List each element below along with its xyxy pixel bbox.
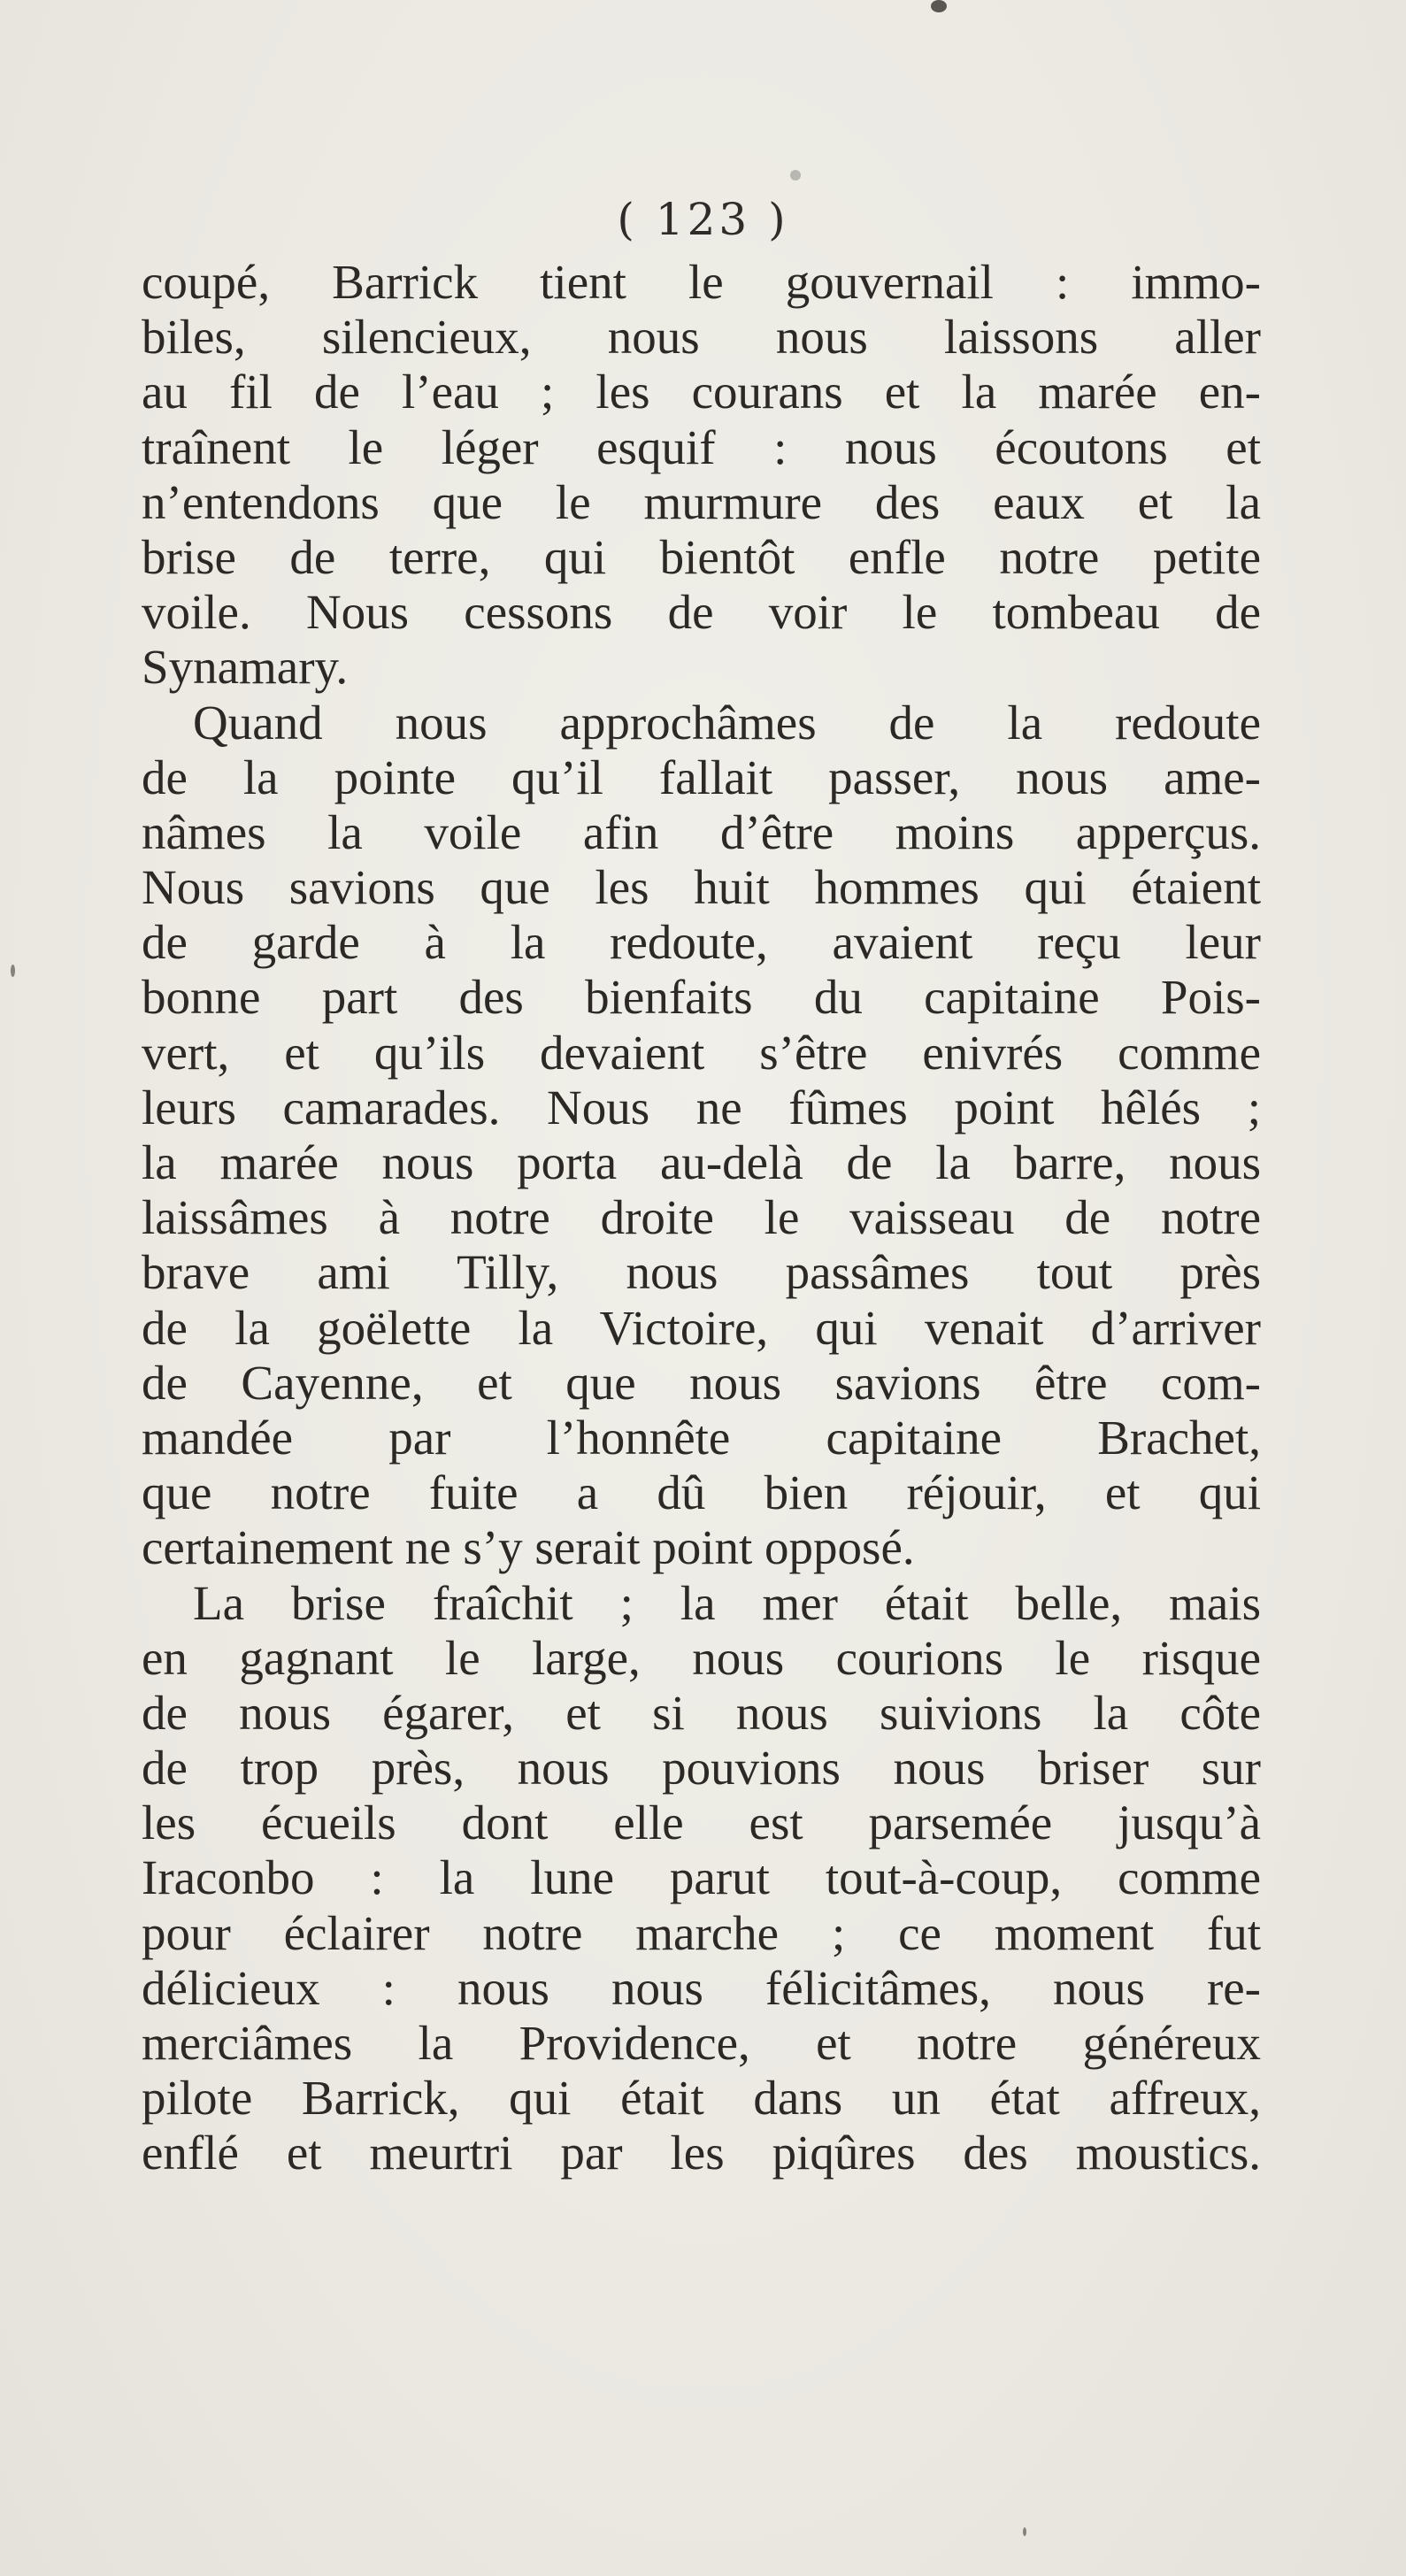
text-line: de la goëlette la Victoire, qui venait d’arriver [142,1300,1261,1355]
ink-speck [1023,2527,1026,2536]
text-line: Quand nous approchâmes de la redoute [193,695,1261,750]
text-line: pour éclairer notre marche ; ce moment fut [142,1905,1261,1960]
text-line: voile. Nous cessons de voir le tombeau de [142,585,1261,640]
page-number: ( 123 ) [617,194,789,245]
text-line: leurs camarades. Nous ne fûmes point hêlés ; [142,1080,1261,1134]
text-line: les écueils dont elle est parsemée jusqu’à [142,1796,1261,1850]
text-line: bonne part des bienfaits du capitaine Pois- [142,970,1261,1025]
text-line: coupé, Barrick tient le gouvernail : immo- [142,255,1261,309]
text-line: Nous savions que les huit hommes qui étaient [142,860,1261,915]
text-line: merciâmes la Providence, et notre généreux [142,2016,1261,2070]
text-line: vert, et qu’ils devaient s’être enivrés comme [142,1025,1261,1080]
text-line: n’entendons que le murmure des eaux et la [142,474,1261,529]
text-line: enflé et meurtri par les piqûres des moustics. [142,2126,1261,2180]
text-line: pilote Barrick, qui était dans un état affreux, [142,2071,1261,2126]
text-line: brave ami Tilly, nous passâmes tout près [142,1245,1261,1300]
text-line: biles, silencieux, nous nous laissons aller [142,310,1261,365]
text-line: traînent le léger esquif : nous écoutons et [142,419,1261,474]
text-line: brise de terre, qui bientôt enfle notre petite [142,529,1261,584]
text-line: de Cayenne, et que nous savions être com- [142,1355,1261,1410]
text-line: de garde à la redoute, avaient reçu leur [142,915,1261,970]
text-line: Synamary. [142,640,349,695]
text-line: laissâmes à notre droite le vaisseau de notre [142,1190,1261,1245]
text-line: La brise fraîchit ; la mer était belle, mais [193,1575,1261,1630]
text-line: de nous égarer, et si nous suivions la côte [142,1685,1261,1740]
text-line: en gagnant le large, nous courions le risque [142,1630,1261,1685]
ink-speck [790,170,801,181]
text-line: au fil de l’eau ; les courans et la marée en- [142,365,1261,419]
text-line: de la pointe qu’il fallait passer, nous ame- [142,750,1261,804]
text-line: délicieux : nous nous félicitâmes, nous re- [142,1960,1261,2015]
body-text [142,255,1261,2181]
text-line: la marée nous porta au-delà de la barre, nous [142,1135,1261,1189]
text-line: nâmes la voile afin d’être moins apperçus. [142,804,1261,859]
ink-speck [11,965,15,977]
text-line: certainement ne s’y serait point opposé. [142,1520,915,1575]
text-line: mandée par l’honnête capitaine Brachet, [142,1410,1261,1465]
text-line: Iraconbo : la lune parut tout-à-coup, comme [142,1850,1261,1905]
text-line: que notre fuite a dû bien réjouir, et qui [142,1465,1261,1520]
ink-speck [931,0,947,12]
text-line: de trop près, nous pouvions nous briser sur [142,1741,1261,1796]
